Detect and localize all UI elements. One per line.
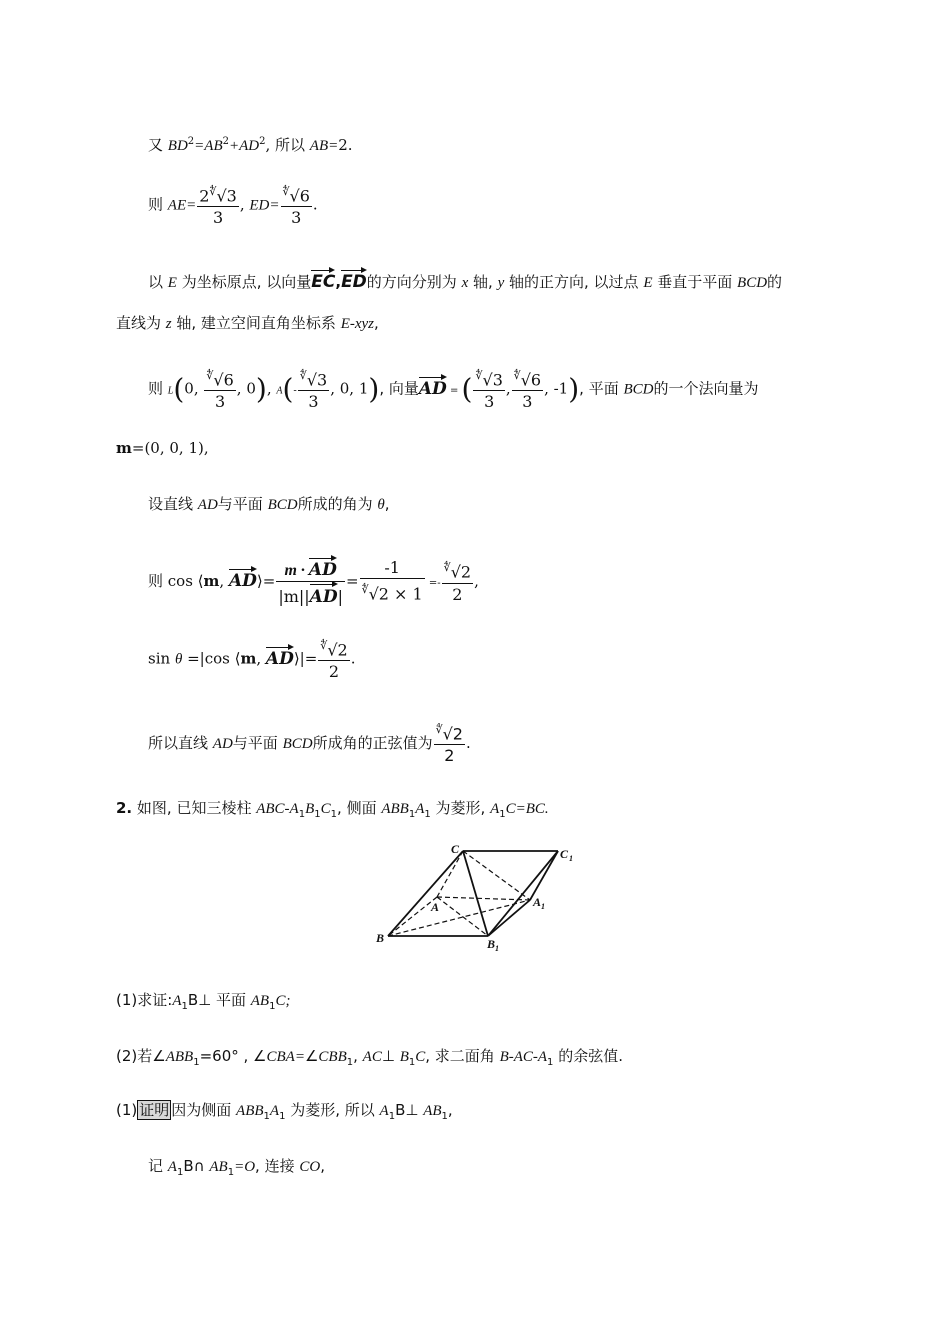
var-bcd: BCD <box>623 381 654 398</box>
denominator: 2 <box>444 746 455 766</box>
sub: 1 <box>424 809 431 820</box>
text: , 向量 <box>379 379 419 398</box>
var-l: L <box>167 385 174 397</box>
part-1-prompt <box>116 990 290 1017</box>
var-ab: AB= <box>309 138 339 154</box>
radicand: 2 <box>460 562 472 582</box>
text: (1)求证: <box>116 991 173 1009</box>
line-ae-ed <box>148 182 318 229</box>
sub: 1 <box>279 1111 286 1122</box>
var: ABC-A <box>256 801 299 817</box>
radicand: 2 <box>452 724 463 744</box>
text: (1) <box>116 1101 138 1119</box>
text: . <box>465 734 471 753</box>
text: , <box>320 1157 325 1175</box>
var: B-AC-A <box>499 1049 548 1065</box>
var: CBA= <box>266 1049 305 1065</box>
text: , <box>474 572 479 590</box>
text: 又 <box>148 136 168 154</box>
denominator: 2 <box>452 584 463 604</box>
text: 所以直线 <box>148 734 213 753</box>
question-2 <box>116 798 549 825</box>
solid-edges <box>388 851 558 936</box>
text: sin <box>148 649 175 668</box>
var-ae: AE= <box>167 197 197 214</box>
text: ⟩|= <box>293 649 318 668</box>
text: (2)若∠ <box>116 1047 166 1065</box>
text: 的余弦值. <box>553 1047 623 1065</box>
text: 的方向分别为 <box>366 273 462 291</box>
proof-line-2 <box>148 1156 325 1183</box>
sub: 1 <box>346 1057 354 1068</box>
text: , <box>266 379 277 398</box>
var-e: E <box>167 275 177 291</box>
text: , <box>353 1047 363 1065</box>
var: A <box>379 1103 389 1119</box>
var-m: m <box>240 649 257 668</box>
label-c1-sub: 1 <box>569 854 573 863</box>
vector-ad: AD <box>229 567 257 591</box>
var-theta: θ <box>377 497 385 513</box>
fraction: $\frac{^∜√6}{3}$ <box>204 366 235 413</box>
label-a: A <box>431 900 440 914</box>
paren-right: ) <box>368 372 380 406</box>
text: 则 <box>148 379 168 398</box>
fraction: $\frac{^∜√2}{2}$ <box>442 558 473 605</box>
text: , <box>256 649 266 668</box>
label-b1-sub: 1 <box>495 944 499 953</box>
vector-ed: ED <box>341 268 367 292</box>
text: 轴的正方向, 以过点 <box>504 273 644 291</box>
sup: 2 <box>222 136 229 147</box>
sub: 1 <box>181 1001 188 1012</box>
var: A <box>167 1159 177 1175</box>
radicand: 3 <box>317 370 328 390</box>
denominator: 3 <box>308 392 319 412</box>
text: = <box>446 385 462 397</box>
line-conclusion <box>148 720 471 767</box>
var-ad: AD <box>197 497 218 513</box>
text: 记 <box>148 1157 168 1175</box>
question-number: 2. <box>116 799 133 817</box>
fraction-ed: $\frac{^∜√6}{3}$ <box>281 182 312 229</box>
var: CO <box>299 1159 321 1175</box>
paren-right: ) <box>255 372 267 406</box>
text: , 平面 <box>579 379 624 398</box>
var: A <box>415 801 425 817</box>
fraction: $\frac{^∜√3}{3}$ <box>473 366 504 413</box>
edge-c-b1 <box>463 851 488 936</box>
var: AC <box>362 1049 382 1065</box>
var: C <box>415 1049 426 1065</box>
fraction-ae: $\frac{2^∜√3}{3}$ <box>197 182 239 229</box>
text: 为菱形, <box>430 799 491 817</box>
text: - <box>293 385 297 397</box>
sub: 1 <box>547 1057 554 1068</box>
text: , <box>505 379 511 398</box>
edge-c-a1 <box>463 851 530 900</box>
text: 与平面 <box>217 495 268 513</box>
line-coordinate-setup <box>148 268 782 293</box>
sub: 1 <box>227 1167 235 1178</box>
var-ad: AD <box>212 736 233 753</box>
var-ad: +AD <box>228 138 260 154</box>
vector-ad: AD <box>309 556 337 580</box>
radicand: 2 <box>378 584 389 604</box>
radicand: 3 <box>226 186 237 206</box>
edge-c1-b1 <box>488 851 558 936</box>
var-a: A <box>276 385 283 397</box>
text: , 0, 1 <box>330 379 369 398</box>
sub: 1 <box>330 809 338 820</box>
edge-c-b <box>388 851 463 936</box>
radicand: 3 <box>492 370 503 390</box>
sub: 1 <box>263 1111 270 1122</box>
radicand: 6 <box>223 370 234 390</box>
radicand: 2 <box>337 640 348 660</box>
denominator: 3 <box>212 208 224 228</box>
var-bd: BD <box>167 138 188 154</box>
line-points-vector <box>148 366 759 413</box>
label-a1-sub: 1 <box>541 902 545 911</box>
denominator: |m|| <box>278 587 310 606</box>
vector-ad: AD <box>419 375 447 399</box>
text: 如图, 已知三棱柱 <box>132 799 257 817</box>
var: B <box>399 1049 409 1065</box>
text: , 所以 <box>265 136 310 154</box>
var-y: y <box>497 275 505 291</box>
paren-right: ) <box>568 372 580 406</box>
text: 的一个法向量为 <box>653 379 759 398</box>
var-theta: θ <box>174 651 183 668</box>
var: C <box>320 801 331 817</box>
text: 则 <box>148 195 168 214</box>
denominator: 2 <box>328 662 340 682</box>
prism-figure <box>370 838 585 953</box>
edge-c-a <box>437 851 463 897</box>
var-m: m <box>203 572 220 590</box>
var: =O <box>234 1159 256 1175</box>
edge-a-b1 <box>437 897 488 936</box>
var: ABB <box>236 1103 264 1119</box>
vector-ad: AD <box>266 645 294 669</box>
var: AB <box>250 993 270 1009</box>
denominator: | <box>337 587 343 606</box>
var-x: x <box>461 275 469 291</box>
hidden-edges <box>388 851 530 936</box>
line-axis-z <box>116 313 379 334</box>
text: 以 <box>148 273 168 291</box>
text: , 连接 <box>255 1157 300 1175</box>
line-cos <box>148 556 479 608</box>
sub: 1 <box>193 1057 200 1068</box>
text: = <box>345 572 359 590</box>
line-bd-ab <box>148 132 353 156</box>
paren-left: ( <box>461 372 473 406</box>
var-z: z <box>165 316 172 332</box>
var-ed: ED= <box>249 197 280 214</box>
text: 与平面 <box>232 734 283 753</box>
var-m: m <box>116 439 132 457</box>
var: A <box>490 801 500 817</box>
text: 的 <box>767 273 783 291</box>
coef: 2 <box>199 186 210 206</box>
text: 则 cos ⟨ <box>148 572 204 590</box>
edge-c1-a1 <box>530 851 558 900</box>
text: 垂直于平面 <box>652 273 738 291</box>
var: ABB <box>165 1049 194 1065</box>
text: 所成的角为 <box>297 495 378 513</box>
fraction: $\frac{-1}{^∜√2 \times 1}$ <box>361 558 423 604</box>
fraction-cos <box>276 556 345 608</box>
paren-left: ( <box>282 372 294 406</box>
numerator: m · <box>284 562 309 579</box>
proof-line-1 <box>116 1100 453 1127</box>
label-a1: A <box>533 895 542 909</box>
text: , <box>384 495 390 513</box>
text: . <box>350 649 356 668</box>
var: C=BC. <box>505 801 549 817</box>
text: 为坐标原点, 以向量 <box>176 273 312 291</box>
line-sin <box>148 636 355 683</box>
text: , <box>374 314 379 332</box>
label-c1: C <box>560 847 569 861</box>
var-bcd: BCD <box>267 497 298 513</box>
text: , <box>219 572 229 590</box>
var: ABB <box>381 801 409 817</box>
denominator: × 1 <box>388 584 423 604</box>
var: A <box>172 993 182 1009</box>
text: 轴, 建立空间直角坐标系 <box>171 314 341 332</box>
var-bcd: BCD <box>282 736 313 753</box>
label-b1: B <box>487 937 496 951</box>
text: 为菱形, 所以 <box>285 1101 380 1119</box>
fraction: $\frac{^∜√6}{3}$ <box>512 366 543 413</box>
text: =- <box>425 578 441 589</box>
text: B∩ <box>183 1157 210 1175</box>
var: AB <box>209 1159 228 1175</box>
fraction: $\frac{^∜√3}{3}$ <box>298 366 329 413</box>
var: CBB <box>318 1049 347 1065</box>
sub: 1 <box>388 1111 396 1122</box>
text: =(0, 0, 1), <box>131 439 209 457</box>
sub: 1 <box>176 1167 184 1178</box>
radicand: 6 <box>299 186 310 206</box>
label-b: B <box>376 931 385 945</box>
denominator: 3 <box>522 392 533 412</box>
text: 轴, <box>468 273 498 291</box>
vector-ec: EC <box>311 268 335 292</box>
text: , -1 <box>544 379 569 398</box>
proof-tag: 证明 <box>139 1101 170 1119</box>
denominator: 3 <box>484 392 495 412</box>
fraction: $\frac{^∜√2}{2}$ <box>434 720 465 767</box>
text: 因为侧面 <box>171 1101 237 1119</box>
text: 0, <box>184 379 204 398</box>
var: AB <box>423 1103 442 1119</box>
var: B <box>305 801 315 817</box>
text: , 求二面角 <box>425 1047 500 1065</box>
text: B⊥ 平面 <box>187 991 251 1009</box>
fraction: $\frac{^∜√2}{2}$ <box>318 636 349 683</box>
var: A <box>269 1103 280 1119</box>
line-normal-vector <box>116 438 209 458</box>
radicand: 6 <box>530 370 542 390</box>
text: , <box>335 273 342 291</box>
text: =|cos ⟨ <box>182 649 241 668</box>
var: C; <box>275 993 291 1009</box>
sub: 1 <box>441 1111 448 1122</box>
text: . <box>312 195 318 214</box>
edge-a-a1 <box>437 897 530 900</box>
text: , 侧面 <box>337 799 382 817</box>
sub: 1 <box>298 809 306 820</box>
var-ab: =AB <box>194 138 223 154</box>
text: ⊥ <box>381 1047 400 1065</box>
sub: 1 <box>408 809 416 820</box>
line-angle-theta <box>148 494 390 515</box>
sub: 1 <box>408 1057 416 1068</box>
denominator: 3 <box>291 208 302 228</box>
label-c: C <box>451 842 460 856</box>
var-e: E <box>643 275 653 291</box>
text: 直线为 <box>116 314 166 332</box>
text: ⟩= <box>256 572 276 590</box>
text: , <box>239 195 250 214</box>
sup: 2 <box>259 136 266 147</box>
sub: 1 <box>499 809 506 820</box>
text: 2. <box>338 136 353 154</box>
var-exyz: E-xyz <box>340 316 375 332</box>
sub: 1 <box>314 809 321 820</box>
part-2-prompt <box>116 1046 623 1073</box>
sup: 2 <box>187 136 195 147</box>
vector-ad: AD <box>310 582 338 608</box>
var-bcd: BCD <box>737 275 768 291</box>
text: , 0 <box>236 379 256 398</box>
text: 设直线 <box>148 495 198 513</box>
text: B⊥ <box>395 1101 424 1119</box>
text: 所成角的正弦值为 <box>312 734 433 753</box>
text: =60° , ∠ <box>199 1047 267 1065</box>
paren-left: ( <box>173 372 185 406</box>
denominator: 3 <box>214 392 226 412</box>
sub: 1 <box>269 1001 276 1012</box>
text: ∠ <box>304 1047 319 1065</box>
text: , <box>447 1101 453 1119</box>
